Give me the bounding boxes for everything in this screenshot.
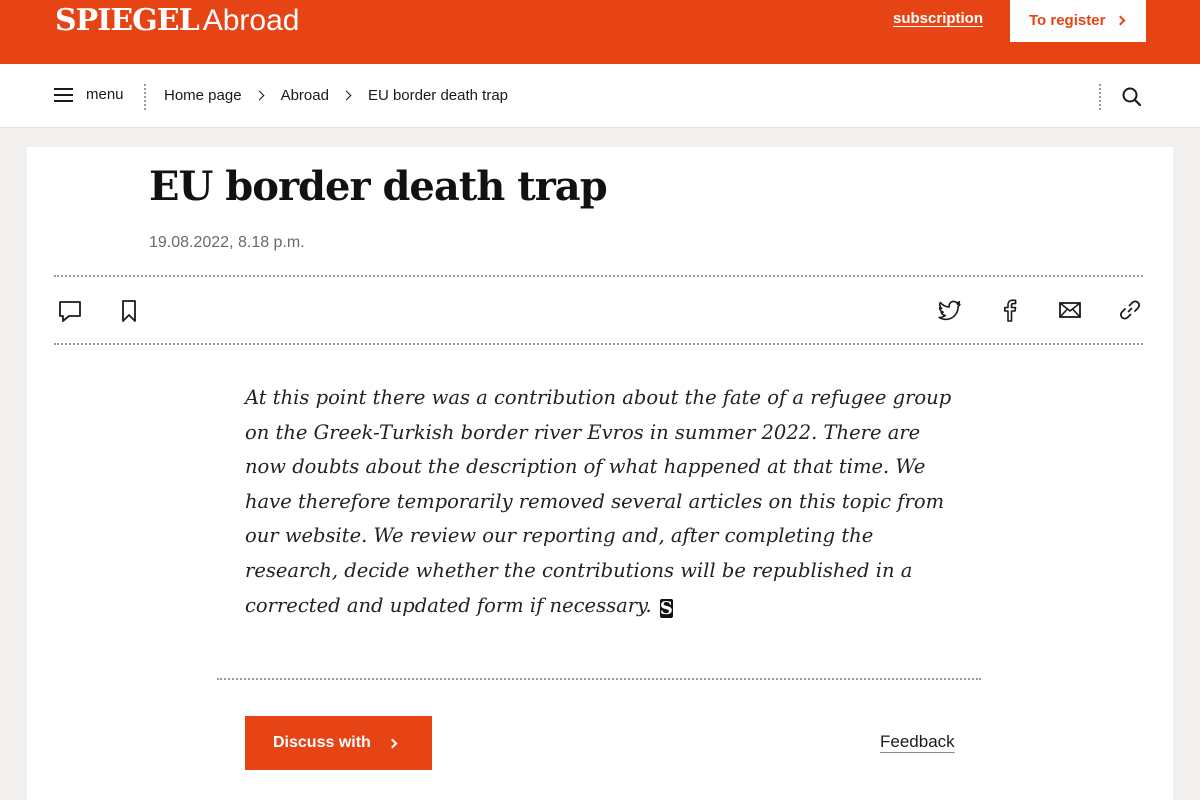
register-button[interactable] [1010, 0, 1146, 42]
register-button-label: To register [1029, 11, 1106, 29]
breadcrumb-abroad[interactable]: Abroad [280, 87, 329, 104]
discuss-button[interactable] [245, 716, 432, 770]
menu-label: menu [86, 86, 124, 103]
hamburger-icon [54, 88, 73, 102]
site-logo[interactable] [55, 3, 299, 38]
divider [54, 343, 1143, 345]
breadcrumb [164, 87, 508, 104]
notice-text: At this point there was a contribution about the fate of a refugee group on the Greek-Turkish border river Evros in summer 2022. There are now doubts about the description of what happened at that time. We have therefore temporarily removed several articles on this topic from our website. We review our reporting and, after completing the research, decide whether the contributions will be republished in a corrected and updated form if necessary. [245, 386, 952, 617]
article-date: 19.08.2022, 8.18 p.m. [149, 234, 305, 251]
article-notice [245, 381, 965, 623]
logo-brand: SPIEGEL [55, 3, 199, 38]
discuss-button-label: Discuss with [273, 734, 371, 751]
nav-bar [0, 64, 1200, 128]
subscription-link[interactable]: subscription [893, 10, 984, 27]
divider [54, 275, 1143, 277]
top-header [0, 0, 1200, 64]
link-icon[interactable] [1117, 297, 1143, 323]
end-mark-icon: S [659, 597, 673, 619]
search-icon[interactable] [1121, 86, 1143, 108]
chevron-right-icon [254, 91, 264, 101]
comment-icon[interactable] [57, 298, 83, 324]
facebook-icon[interactable] [997, 297, 1023, 323]
chevron-right-icon [341, 91, 351, 101]
nav-divider [1099, 84, 1101, 110]
email-icon[interactable] [1057, 297, 1083, 323]
twitter-icon[interactable] [937, 297, 963, 323]
logo-section: Abroad [202, 4, 300, 37]
breadcrumb-current: EU border death trap [367, 87, 509, 104]
nav-divider [144, 84, 146, 110]
bookmark-icon[interactable] [116, 298, 142, 324]
article-card [27, 147, 1173, 800]
chevron-right-icon [387, 738, 397, 748]
chevron-right-icon [1116, 16, 1126, 26]
feedback-link[interactable]: Feedback [880, 732, 955, 751]
article-title: EU border death trap [149, 163, 607, 210]
breadcrumb-home[interactable]: Home page [164, 87, 242, 104]
divider [217, 678, 981, 680]
menu-button[interactable] [54, 86, 124, 103]
